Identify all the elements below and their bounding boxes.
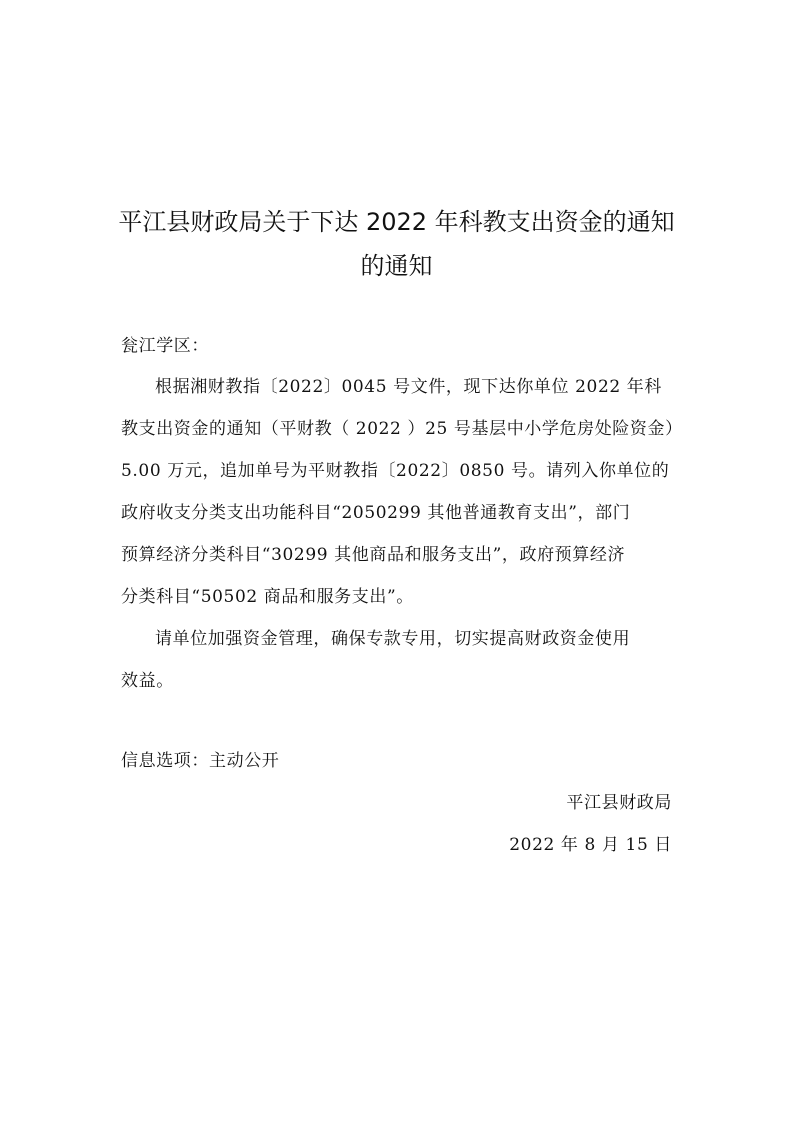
paragraph-1-line-5: 预算经济分类科目“30299 其他商品和服务支出”，政府预算经济 [121,545,626,565]
signature-date: 2022 年 8 月 15 日 [509,835,672,855]
document-title-line-2: 的通知 [360,252,433,280]
paragraph-1-line-6: 分类科目“50502 商品和服务支出”。 [121,587,414,607]
disclosure-option: 信息选项：主动公开 [121,751,280,771]
paragraph-2-line-1: 请单位加强资金管理，确保专款专用，切实提高财政资金使用 [155,629,631,649]
paragraph-1-line-3: 5.00 万元，追加单号为平财教指〔2022〕0850 号。请列入你单位的 [121,461,670,481]
paragraph-1-line-4: 政府收支分类支出功能科目“2050299 其他普通教育支出”，部门 [121,503,631,523]
addressee: 瓮江学区： [121,336,209,356]
paragraph-1-line-1: 根据湘财教指〔2022〕0045 号文件，现下达你单位 2022 年科 [155,377,663,397]
document-title-line-1: 平江县财政局关于下达 2022 年科教支出资金的通知 [118,208,675,236]
signature-org: 平江县财政局 [566,793,672,813]
paragraph-1-line-2: 教支出资金的通知（平财教（ 2022 ）25 号基层中小学危房处险资金） [121,419,683,439]
paragraph-2-line-2: 效益。 [121,671,174,691]
